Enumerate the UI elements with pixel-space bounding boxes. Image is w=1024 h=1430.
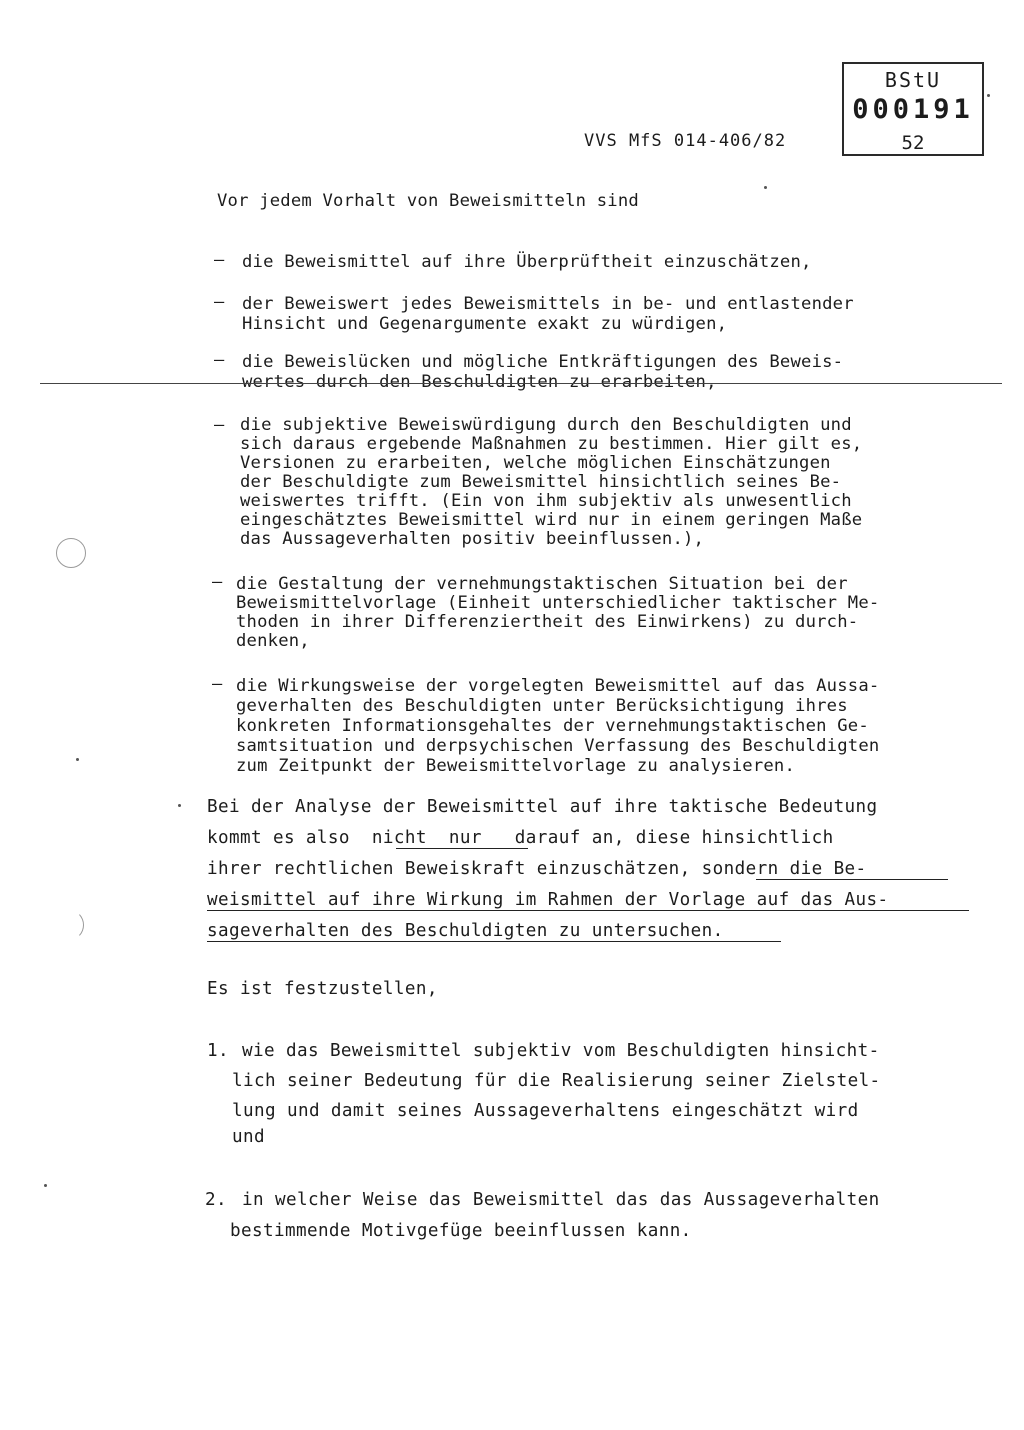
- scan-speck: [178, 804, 181, 807]
- punch-hole: [56, 910, 84, 940]
- underline: [396, 848, 528, 849]
- item-2-line-1: in welcher Weise das Beweismittel das das Aussageverhalten: [242, 1190, 880, 1210]
- bullet-1-line-1: die Beweismittel auf ihre Überprüftheit einzuschätzen,: [242, 252, 812, 272]
- bullet-dash: –: [214, 250, 225, 270]
- item-2-number: 2.: [205, 1190, 227, 1210]
- analysis-line-3: ihrer rechtlichen Beweiskraft einzuschätzen, sondern die Be-: [207, 859, 867, 879]
- bullet-dash: –: [212, 674, 223, 694]
- archive-stamp: [842, 62, 984, 156]
- item-1-line-4: und: [232, 1127, 265, 1147]
- bullet-4-line-2: sich daraus ergebende Maßnahmen zu bestimmen. Hier gilt es,: [240, 434, 863, 454]
- bullet-dash: –: [214, 415, 225, 435]
- scan-speck: [76, 758, 79, 761]
- bullet-5-line-1: die Gestaltung der vernehmungstaktischen Situation bei der: [236, 574, 848, 594]
- bullet-6-line-1: die Wirkungsweise der vorgelegten Beweismittel auf das Aussa-: [236, 676, 880, 696]
- bullet-6-line-5: zum Zeitpunkt der Beweismittelvorlage zu analysieren.: [236, 756, 796, 776]
- bullet-6-line-2: geverhalten des Beschuldigten unter Berücksichtigung ihres: [236, 696, 848, 716]
- bullet-4-line-5: weiswertes trifft. (Ein von ihm subjektiv als unwesentlich: [240, 491, 852, 511]
- bullet-dash: –: [214, 292, 225, 312]
- underline: [207, 941, 781, 942]
- bullet-4-line-6: eingeschätztes Beweismittel wird nur in einem geringen Maße: [240, 510, 863, 530]
- analysis-line-2: kommt es also nicht nur darauf an, diese hinsichtlich: [207, 828, 834, 848]
- bullet-5-line-3: thoden in ihrer Differenziertheit des Einwirkens) zu durch-: [236, 612, 859, 632]
- analysis-line-1: Bei der Analyse der Beweismittel auf ihre taktische Bedeutung: [207, 797, 878, 817]
- intro-line: Vor jedem Vorhalt von Beweismitteln sind: [217, 191, 639, 211]
- underline: [756, 879, 948, 880]
- bullet-4-line-1: die subjektive Beweiswürdigung durch den Beschuldigten und: [240, 415, 852, 435]
- stamp-page-number: 52: [901, 132, 925, 154]
- bullet-2-line-2: Hinsicht und Gegenargumente exakt zu würdigen,: [242, 314, 728, 334]
- item-1-line-3: lung und damit seines Aussageverhaltens eingeschätzt wird: [232, 1101, 859, 1121]
- item-1-number: 1.: [207, 1041, 229, 1061]
- bullet-5-line-4: denken,: [236, 631, 310, 651]
- bullet-6-line-3: konkreten Informationsgehaltes der vernehmungstaktischen Ge-: [236, 716, 869, 736]
- bullet-5-line-2: Beweismittelvorlage (Einheit unterschiedlicher taktischer Me-: [236, 593, 880, 613]
- bullet-4-line-7: das Aussageverhalten positiv beeinflussen.),: [240, 529, 705, 549]
- bullet-4-line-4: der Beschuldigte zum Beweismittel hinsichtlich seines Be-: [240, 472, 842, 492]
- document-reference: VVS MfS 014-406/82: [584, 131, 787, 151]
- scan-speck: [44, 1184, 47, 1187]
- underline: [207, 910, 969, 911]
- item-2-line-2: bestimmende Motivgefüge beeinflussen kann.: [230, 1221, 692, 1241]
- establish-line: Es ist festzustellen,: [207, 979, 438, 999]
- bullet-dash: –: [214, 350, 225, 370]
- strike-line: [40, 383, 1002, 384]
- item-1-line-2: lich seiner Bedeutung für die Realisierung seiner Zielstel-: [232, 1071, 881, 1091]
- bullet-6-line-4: samtsituation und derpsychischen Verfassung des Beschuldigten: [236, 736, 880, 756]
- bullet-3-line-1: die Beweislücken und mögliche Entkräftigungen des Beweis-: [242, 352, 844, 372]
- scan-speck: [987, 94, 990, 97]
- stamp-number: 000191: [852, 94, 974, 125]
- analysis-line-5: sageverhalten des Beschuldigten zu untersuchen.: [207, 921, 724, 941]
- bullet-3-line-2: wertes durch den Beschuldigten zu erarbeiten,: [242, 372, 717, 392]
- bullet-dash: –: [212, 572, 223, 592]
- item-1-line-1: wie das Beweismittel subjektiv vom Beschuldigten hinsicht-: [242, 1041, 880, 1061]
- bullet-4-line-3: Versionen zu erarbeiten, welche möglichen Einschätzungen: [240, 453, 831, 473]
- scan-speck: [764, 186, 767, 189]
- analysis-line-4: weismittel auf ihre Wirkung im Rahmen der Vorlage auf das Aus-: [207, 890, 889, 910]
- punch-hole: [56, 538, 86, 568]
- bullet-2-line-1: der Beweiswert jedes Beweismittels in be- und entlastender: [242, 294, 854, 314]
- stamp-agency: BStU: [884, 68, 942, 92]
